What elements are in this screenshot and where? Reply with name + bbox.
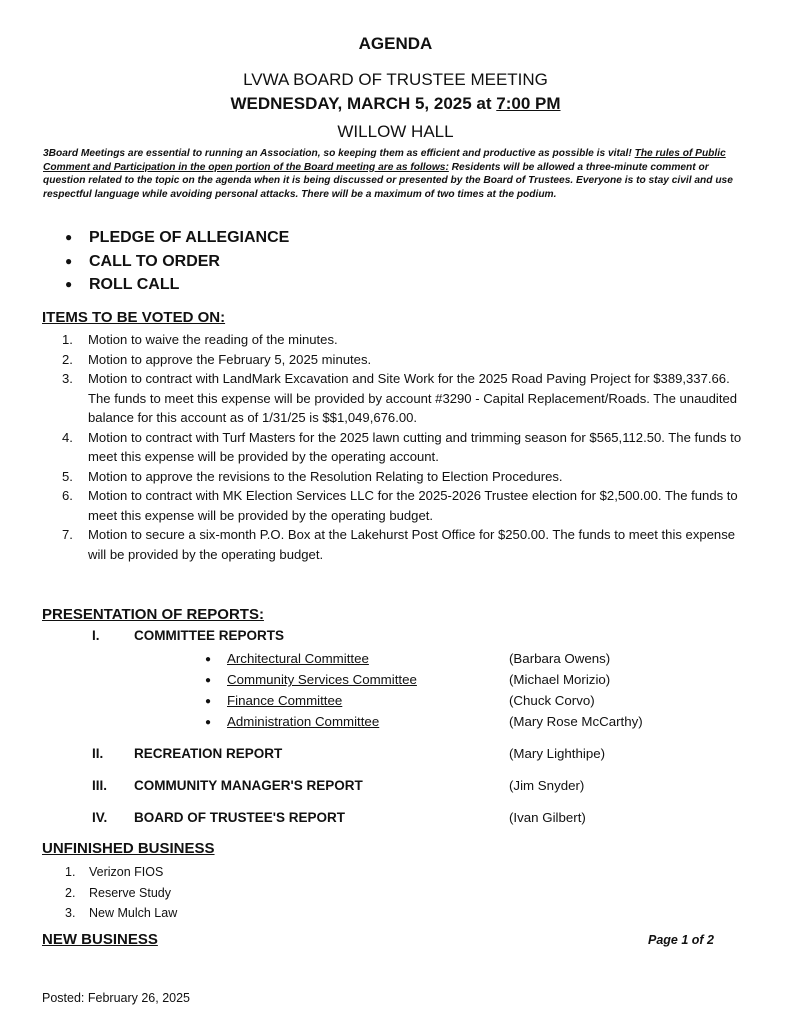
committee-name: Architectural Committee	[227, 651, 369, 666]
item-number: 2.	[65, 885, 76, 900]
recreation-report-heading	[92, 746, 282, 761]
meeting-date	[0, 94, 791, 114]
report-label: RECREATION REPORT	[134, 746, 283, 761]
item-text: Motion to secure a six-month P.O. Box at the Lakehurst Post Office for $250.00. The funds to meet this expense will be provided by the operating budget.	[88, 527, 736, 562]
committee-item	[205, 651, 369, 666]
public-comment-rules	[43, 147, 753, 201]
meeting-location: WILLOW HALL	[337, 122, 454, 141]
opening-item-label: PLEDGE OF ALLEGIANCE	[89, 229, 290, 246]
list-item	[62, 486, 752, 525]
meeting-time: 7:00 PM	[496, 94, 561, 113]
intro-rules-heading: The rules of Public Comment and Participation in the open portion of the Board meeting are as follows:	[43, 148, 726, 173]
intro-text-1: 3Board Meetings are essential to running an Association, so keeping them as efficient and productive as possible is vital!	[43, 148, 635, 159]
list-item	[65, 883, 177, 904]
list-item	[65, 903, 177, 924]
opening-item-label: ROLL CALL	[89, 276, 180, 293]
roman-numeral: IV.	[92, 810, 108, 825]
item-text: Motion to contract with MK Election Services LLC for the 2025-2026 Trustee election for $2,500.00. The funds to meet this expense will be provided by the operating budget.	[88, 488, 738, 523]
list-item	[65, 862, 177, 883]
report-label: COMMITTEE REPORTS	[134, 628, 285, 643]
roman-numeral: I.	[92, 628, 100, 643]
list-item	[62, 428, 752, 467]
item-text: New Mulch Law	[89, 906, 178, 920]
agenda-heading: AGENDA	[358, 34, 433, 53]
roman-numeral: III.	[92, 778, 108, 793]
item-number: 7.	[62, 527, 73, 542]
item-number: 1.	[62, 332, 73, 347]
item-text: Motion to contract with Turf Masters for the 2025 lawn cutting and trimming season for $565,112.50. The funds to meet this expense will be provided by the operating account.	[88, 429, 742, 464]
list-item	[65, 226, 289, 250]
list-item	[65, 273, 289, 297]
list-item	[62, 350, 752, 370]
committee-item	[205, 714, 379, 729]
bullet-icon: ●	[65, 253, 73, 268]
item-number: 1.	[65, 865, 76, 879]
unfinished-section-title: UNFINISHED BUSINESS	[42, 840, 215, 857]
votes-section-title: ITEMS TO BE VOTED ON:	[42, 309, 226, 326]
bullet-icon: ●	[65, 277, 73, 291]
item-number: 6.	[62, 488, 73, 503]
item-text: Motion to approve the February 5, 2025 minutes.	[88, 351, 372, 367]
item-number: 3.	[65, 906, 76, 920]
new-business-section-title: NEW BUSINESS	[42, 931, 158, 948]
committee-name: Administration Committee	[227, 714, 380, 729]
meeting-date-prefix: WEDNESDAY, MARCH 5, 2025 at	[230, 94, 497, 113]
unfinished-items-list	[65, 862, 177, 924]
report-label: COMMUNITY MANAGER'S REPORT	[134, 778, 363, 793]
item-text: Motion to contract with LandMark Excavation and Site Work for the 2025 Road Paving Project for $389,337.66. The funds to meet this expense will be provided by account #3290 - Capital Replacement/Roads. The unaudited balance for this account as of 1/31/25 is $$1,049,676.00.	[88, 371, 738, 425]
page-number: Page 1 of 2	[648, 933, 714, 947]
item-number: 3.	[62, 371, 73, 386]
item-number: 5.	[62, 468, 73, 484]
list-item	[62, 369, 752, 428]
report-presenter: (Ivan Gilbert)	[509, 810, 586, 825]
item-number: 2.	[62, 351, 73, 367]
board-report-heading	[92, 810, 345, 825]
bullet-icon: ●	[205, 695, 212, 707]
reports-section-title: PRESENTATION OF REPORTS:	[42, 606, 264, 623]
item-text: Verizon FIOS	[89, 865, 164, 879]
committee-presenter: (Barbara Owens)	[509, 651, 611, 666]
list-item	[62, 525, 752, 564]
committee-presenter: (Chuck Corvo)	[509, 693, 595, 708]
roman-numeral: II.	[92, 746, 104, 761]
manager-report-heading	[92, 778, 363, 793]
report-presenter: (Jim Snyder)	[509, 778, 585, 793]
item-text: Motion to waive the reading of the minutes.	[88, 332, 338, 347]
committee-name: Finance Committee	[227, 693, 343, 708]
posted-date: Posted: February 26, 2025	[42, 991, 191, 1005]
bullet-icon: ●	[205, 716, 212, 728]
committee-presenter: (Mary Rose McCarthy)	[509, 714, 643, 729]
committee-reports-heading	[92, 628, 284, 643]
item-number: 4.	[62, 429, 73, 445]
vote-items-list	[62, 330, 752, 564]
committee-presenter: (Michael Morizio)	[509, 672, 611, 687]
opening-item-label: CALL TO ORDER	[89, 252, 220, 270]
committee-item	[205, 672, 417, 687]
report-presenter: (Mary Lighthipe)	[509, 746, 606, 761]
meeting-title: LVWA BOARD OF TRUSTEE MEETING	[243, 70, 548, 89]
intro-text-2: Residents will be allowed a three-minute comment or question related to the topic on the agenda when it is being discussed or presented by the Board of Trustees. Everyone is to stay civil and use respectful language while avoiding personal attacks. There will be a maximum of two times at the podium.	[43, 161, 733, 200]
opening-items	[65, 226, 289, 297]
report-label: BOARD OF TRUSTEE'S REPORT	[134, 810, 345, 825]
item-text: Reserve Study	[89, 885, 171, 900]
list-item	[62, 467, 752, 487]
committee-name: Community Services Committee	[227, 672, 417, 687]
committee-item	[205, 693, 342, 708]
bullet-icon: ●	[205, 653, 212, 665]
bullet-icon: ●	[65, 230, 73, 244]
list-item	[65, 250, 289, 274]
item-text: Motion to approve the revisions to the Resolution Relating to Election Procedures.	[88, 468, 563, 484]
list-item	[62, 330, 752, 350]
bullet-icon: ●	[205, 674, 212, 686]
